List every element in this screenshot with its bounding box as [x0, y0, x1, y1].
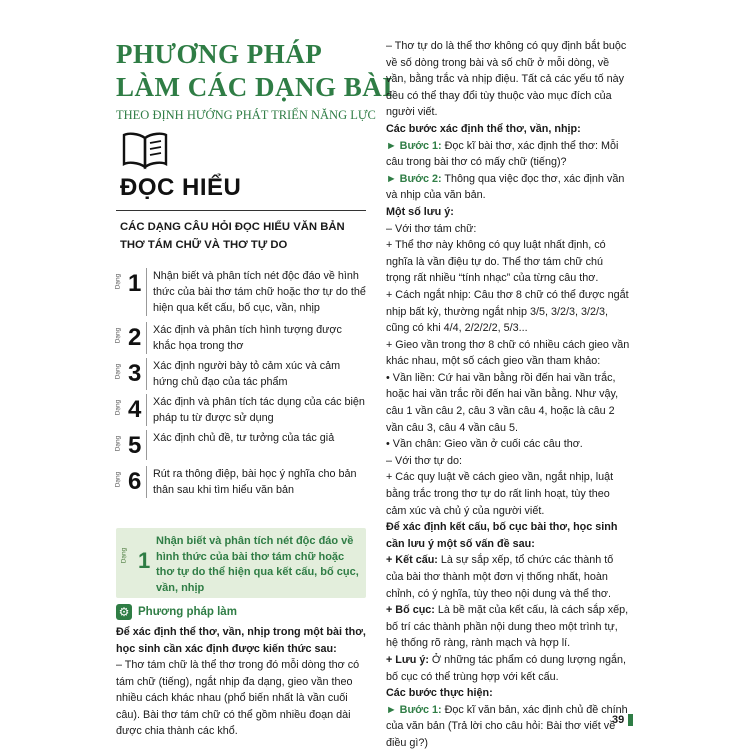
left-column: [114, 38, 394, 738]
types-list: [116, 268, 366, 502]
right-heading: Để xác định kết cấu, bố cục bài thơ, học sinh cần lưu ý một số vấn đề sau:: [386, 521, 618, 550]
note-item: [386, 602, 630, 652]
type-number: 4: [128, 396, 142, 423]
type-number: 2: [128, 324, 142, 351]
highlight-text: Nhận biết và phân tích nét độc đáo về hình thức của bài thơ tám chữ hoặc thơ tự do thể hiện qua kết cấu, bố cục, vần, nhịp: [156, 535, 359, 594]
right-paragraph: + Gieo vần trong thơ 8 chữ có nhiều cách gieo vần khác nhau, một số cách gieo vần tham khảo:: [386, 338, 630, 368]
page-number-bar: [628, 714, 633, 726]
type-number: 3: [128, 360, 142, 387]
right-paragraph: • Vần chân: Gieo vần ở cuối các câu thơ.: [386, 438, 583, 451]
step-label: ► Bước 2:: [386, 172, 442, 185]
type-text: Rút ra thông điệp, bài học ý nghĩa cho bản thân sau khi tìm hiểu văn bản: [146, 466, 366, 498]
type-item: [116, 322, 366, 354]
note-text: Ở những tác phẩm có dung lượng ngắn, bố cục có thể trùng hợp với kết cấu.: [386, 653, 626, 683]
type-number: 5: [128, 432, 142, 459]
right-paragraph: + Cách ngắt nhịp: Câu thơ 8 chữ có thể được ngắt nhịp bất kỳ, thường ngắt nhịp 3/5, 3/2/3, 3/2/3, cũng có khi 4/4, 2/2/2/2, 5/3...: [386, 288, 629, 335]
type-item: [116, 466, 366, 498]
type-text: Xác định và phân tích hình tượng được khắc họa trong thơ: [146, 322, 366, 354]
note-text: Là bề mặt của kết cấu, là cách sắp xếp, bố trí các thành phần nội dung theo một trình tự, hệ thống rõ ràng, rành mạch và hợp lí.: [386, 604, 629, 650]
type-text: Xác định người bày tỏ cảm xúc và cảm hứng chủ đạo của tác phẩm: [146, 358, 366, 390]
step-item: [386, 702, 630, 752]
type-label: Dạng: [114, 363, 122, 380]
section-title: ĐỌC HIỂU: [120, 174, 242, 201]
type-label: Dạng: [114, 273, 122, 290]
types-heading: CÁC DẠNG CÂU HỎI ĐỌC HIỂU VĂN BẢN THƠ TÁM CHỮ VÀ THƠ TỰ DO: [120, 221, 345, 251]
type-number: 6: [128, 468, 142, 495]
type-number: 1: [128, 270, 142, 297]
note-label: + Lưu ý:: [386, 653, 429, 666]
type-label: Dạng: [114, 435, 122, 452]
page-number: 39: [612, 714, 625, 726]
note-label: + Kết cấu:: [386, 554, 438, 567]
note-text: Là sự sắp xếp, tổ chức các thành tố của bài thơ thành một đơn vị thống nhất, hoàn chỉnh, có ý nghĩa, tùy theo nội dung và thể thơ.: [386, 554, 614, 600]
open-book-icon: [122, 130, 168, 175]
type-item: [116, 358, 366, 390]
right-paragraph: + Các quy luật về cách gieo vần, ngắt nhịp, luật bằng trắc trong thơ tự do rất linh hoạt, tùy theo cảm xúc và chủ ý của người viết.: [386, 471, 614, 517]
type-label: Dạng: [120, 547, 128, 564]
section-divider: [116, 210, 366, 211]
step-label: ► Bước 1:: [386, 703, 442, 716]
right-paragraph: – Với thơ tám chữ:: [386, 222, 477, 235]
right-column: [386, 38, 630, 752]
right-paragraph: – Thơ tự do là thể thơ không có quy định bắt buộc về số dòng trong bài và số chữ ở mỗi dòng, về vần, bằng trắc và nhịp điệu. Tất cả các yếu tố này đều có thể thay đổi tùy thuộc vào mục đích của người viết.: [386, 40, 627, 119]
left-body-text: [116, 624, 368, 740]
type-label: Dạng: [114, 399, 122, 416]
type-item: [116, 394, 366, 426]
right-heading: Các bước xác định thể thơ, vần, nhịp:: [386, 122, 581, 135]
note-label: + Bố cục:: [386, 604, 435, 617]
type-text: Xác định chủ đề, tư tưởng của tác giả: [146, 430, 366, 460]
highlight-number: 1: [138, 548, 151, 573]
step-label: ► Bước 1:: [386, 139, 442, 152]
note-item: [386, 552, 630, 602]
right-paragraph: • Vần liền: Cứ hai vần bằng rồi đến hai vần trắc, hoặc hai vần trắc rồi đến hai vần bằng. Như vậy, câu 1 vần câu 2, câu 3 vần câu 4, hoặc là câu 2 vần câu 3, câu 4 vần câu 5.: [386, 371, 619, 434]
note-item: [386, 652, 630, 685]
page-title-line1: PHƯƠNG PHÁP: [116, 39, 323, 69]
type-text: Xác định và phân tích tác dụng của các biện pháp tu từ được sử dụng: [146, 394, 366, 426]
highlight-box: [116, 528, 366, 598]
page-title-line2: LÀM CÁC DẠNG BÀI: [116, 72, 394, 102]
type-text: Nhận biết và phân tích nét độc đáo về hình thức của bài thơ tám chữ hoặc thơ tự do thể hiện qua kết cấu, bố cục, vần, nhịp: [146, 268, 366, 316]
step-text: Thông qua việc đọc thơ, xác định vần và nhịp của văn bản.: [386, 172, 625, 202]
method-label: Phương pháp làm: [138, 606, 237, 618]
right-paragraph: + Thể thơ này không có quy luật nhất định, có nghĩa là vần điệu tự do. Thể thơ tám chữ chú trọng rất nhiều “tính nhạc” của từng câu thơ.: [386, 239, 606, 285]
right-heading: Các bước thực hiện:: [386, 687, 493, 700]
left-paragraph: Để xác định thể thơ, vần, nhịp trong một bài thơ, học sinh cần xác định được kiến thức sau:: [116, 626, 366, 655]
right-paragraph: – Với thơ tự do:: [386, 454, 463, 467]
right-heading: Một số lưu ý:: [386, 205, 454, 218]
step-text: Đọc kĩ văn bản, xác định chủ đề chính của văn bản (Trả lời cho câu hỏi: Bài thơ viết về điều gì?): [386, 703, 628, 749]
type-item: [116, 430, 366, 462]
left-paragraph: – Thơ tám chữ là thể thơ trong đó mỗi dòng thơ có tám chữ (tiếng), ngắt nhịp đa dạng, gieo vần theo nhiều cách khác nhau (phổ biến nhất là vần cuối câu). Bài thơ tám chữ có thể gồm nhiều đoạn dài được chia thành các khổ.: [116, 659, 360, 737]
page-subtitle: THEO ĐỊNH HƯỚNG PHÁT TRIỂN NĂNG LỰC: [116, 108, 376, 122]
step-item: [386, 171, 630, 204]
gear-icon: ⚙: [116, 604, 132, 620]
method-header: [116, 604, 237, 620]
step-text: Đọc kĩ bài thơ, xác định thể thơ: Mỗi câu trong bài thơ có mấy chữ (tiếng)?: [386, 139, 619, 169]
type-item: [116, 268, 366, 316]
step-item: [386, 138, 630, 171]
type-label: Dạng: [114, 327, 122, 344]
type-label: Dạng: [114, 471, 122, 488]
